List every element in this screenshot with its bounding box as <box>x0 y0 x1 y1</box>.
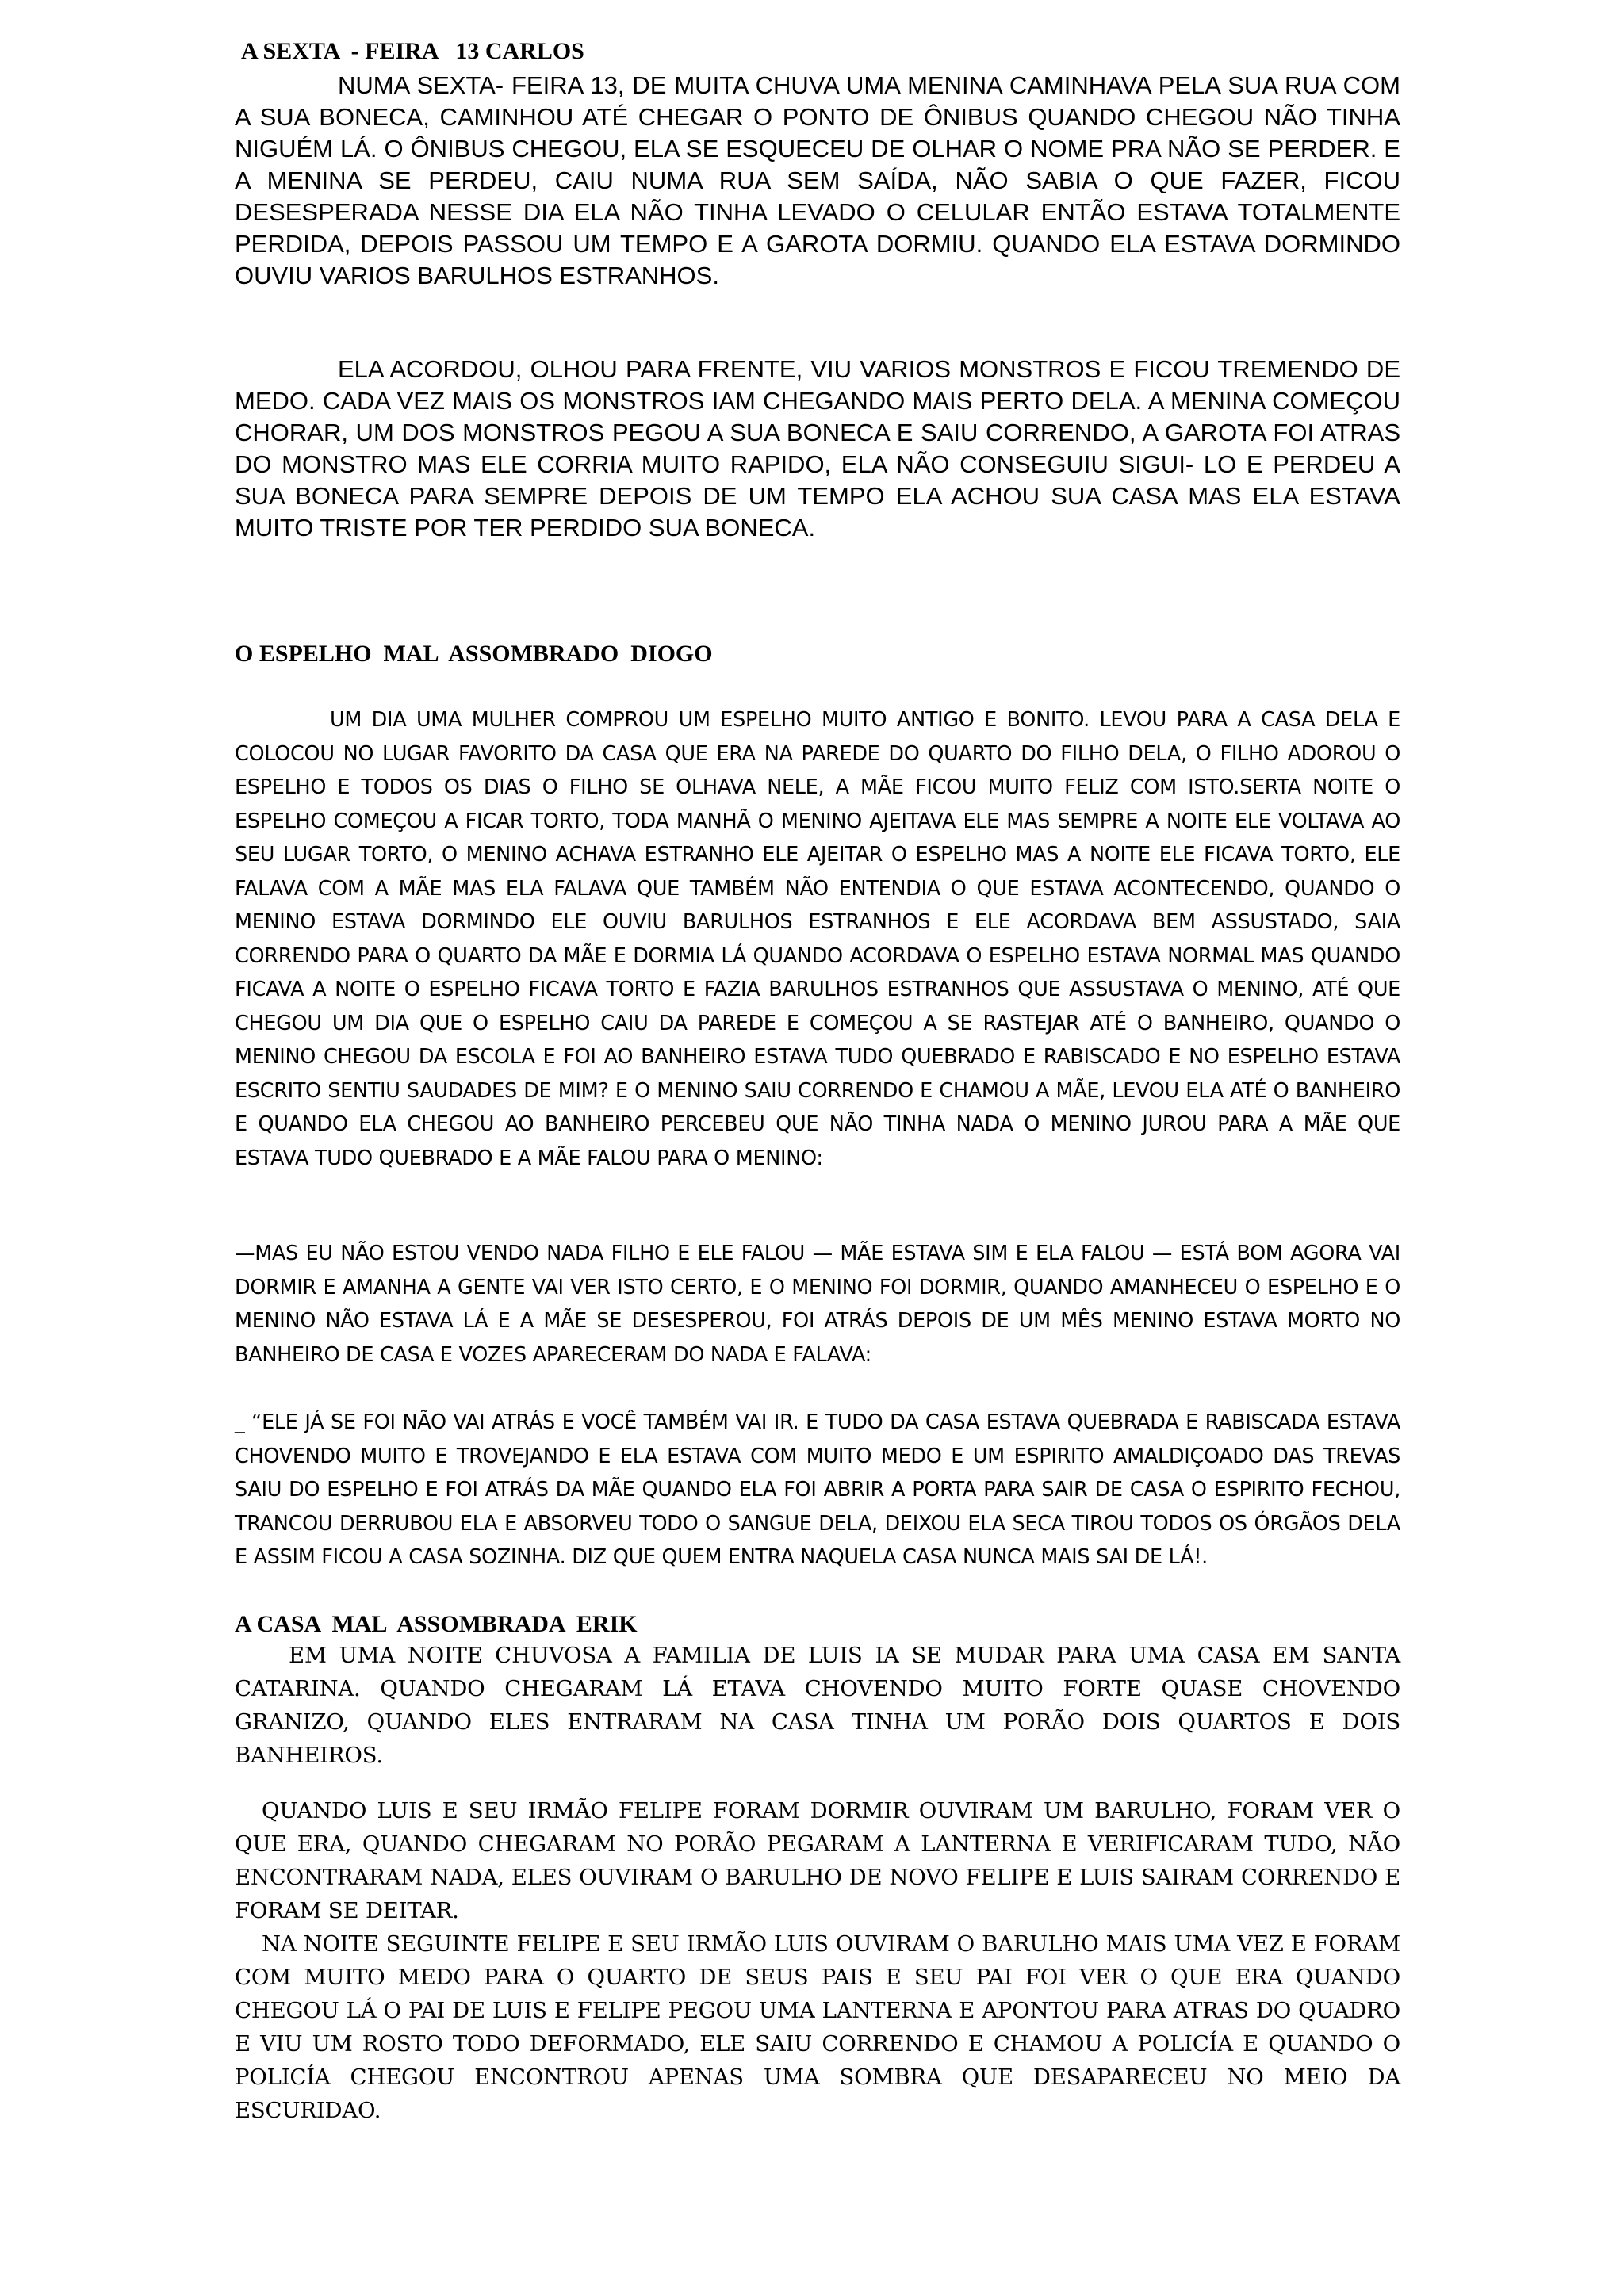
story2-paragraph-1: UM DIA UMA MULHER COMPROU UM ESPELHO MUITO ANTIGO E BONITO. LEVOU PARA A CASA DELA E COLOCOU NO LUGAR FAVORITO DA CASA QUE ERA NA PAREDE DO QUARTO DO FILHO DELA, O FILHO ADOROU O ESPELHO E TODOS OS DIAS O FILHO SE OLHAVA NELE, A MÃE FICOU MUITO FELIZ COM ISTO.SERTA NOITE O ESPELHO COMEÇOU A FICAR TORTO, TODA MANHÃ O MENINO AJEITAVA ELE MAS SEMPRE A NOITE ELE VOLTAVA AO SEU LUGAR TORTO, O MENINO ACHAVA ESTRANHO ELE AJEITAR O ESPELHO MAS A NOITE ELE FICAVA TORTO, ELE FALAVA COM A MÃE MAS ELA FALAVA QUE TAMBÉM NÃO ENTENDIA O QUE ESTAVA ACONTECENDO, QUANDO O MENINO ESTAVA DORMINDO ELE OUVIU BARULHOS ESTRANHOS E ELE ACORDAVA BEM ASSUSTADO, SAIA CORRENDO PARA O QUARTO DA MÃE E DORMIA LÁ QUANDO ACORDAVA O ESPELHO ESTAVA NORMAL MAS QUANDO FICAVA A NOITE O ESPELHO FICAVA TORTO E FAZIA BARULHOS ESTRANHOS QUE ASSUSTAVA O MENINO, ATÉ QUE CHEGOU UM DIA QUE O ESPELHO CAIU DA PAREDE E COMEÇOU A SE RASTEJAR ATÉ O BANHEIRO, QUANDO O MENINO CHEGOU DA ESCOLA E FOI AO BANHEIRO ESTAVA TUDO QUEBRADO E RABISCADO E NO ESPELHO ESTAVA ESCRITO SENTIU SAUDADES DE MIM? E O MENINO SAIU CORRENDO E CHAMOU A MÃE, LEVOU ELA ATÉ O BANHEIRO E QUANDO ELA CHEGOU AO BANHEIRO PERCEBEU QUE NÃO TINHA NADA O MENINO JUROU PARA A MÃE QUE ESTAVA TUDO QUEBRADO E A MÃE FALOU PARA O MENINO: <box>235 708 1400 1170</box>
story3-paragraph-3: NA NOITE SEGUINTE FELIPE E SEU IRMÃO LUIS OUVIRAM O BARULHO MAIS UMA VEZ E FORAM COM MUITO MEDO PARA O QUARTO DE SEUS PAIS E SEU PAI FOI VER O QUE ERA QUANDO CHEGOU LÁ O PAI DE LUIS E FELIPE PEGOU UMA LANTERNA E APONTOU PARA ATRAS DO QUADRO E VIU UM ROSTO TODO DEFORMADO, ELE SAIU CORRENDO E CHAMOU A POLICÍA E QUANDO O POLICÍA CHEGOU ENCONTROU APENAS UMA SOMBRA QUE DESAPARECEU NO MEIO DA ESCURIDAO. <box>235 1931 1400 2123</box>
story1-paragraph-1: NUMA SEXTA- FEIRA 13, DE MUITA CHUVA UMA MENINA CAMINHAVA PELA SUA RUA COM A SUA BONECA, CAMINHOU ATÉ CHEGAR O PONTO DE ÔNIBUS QUANDO CHEGOU NÃO TINHA NIGUÉM LÁ. O ÔNIBUS CHEGOU, ELA SE ESQUECEU DE OLHAR O NOME PRA NÃO SE PERDER. E A MENINA SE PERDEU, CAIU NUMA RUA SEM SAÍDA, NÃO SABIA O QUE FAZER, FICOU DESESPERADA NESSE DIA ELA NÃO TINHA LEVADO O CELULAR ENTÃO ESTAVA TOTALMENTE PERDIDA, DEPOIS PASSOU UM TEMPO E A GAROTA DORMIU. QUANDO ELA ESTAVA DORMINDO OUVIU VARIOS BARULHOS ESTRANHOS. <box>235 71 1400 289</box>
story1-paragraph-2: ELA ACORDOU, OLHOU PARA FRENTE, VIU VARIOS MONSTROS E FICOU TREMENDO DE MEDO. CADA VEZ MAIS OS MONSTROS IAM CHEGANDO MAIS PERTO DELA. A MENINA COMEÇOU CHORAR, UM DOS MONSTROS PEGOU A SUA BONECA E SAIU CORRENDO, A GAROTA FOI ATRAS DO MONSTRO MAS ELE CORRIA MUITO RAPIDO, ELA NÃO CONSEGUIU SIGUI- LO E PERDEU A SUA BONECA PARA SEMPRE DEPOIS DE UM TEMPO ELA ACHOU SUA CASA MAS ELA ESTAVA MUITO TRISTE POR TER PERDIDO SUA BONECA. <box>235 355 1400 541</box>
story2-dialogue-2: _ “ELE JÁ SE FOI NÃO VAI ATRÁS E VOCÊ TAMBÉM VAI IR. E TUDO DA CASA ESTAVA QUEBRADA E RABISCADA ESTAVA CHOVENDO MUITO E TROVEJANDO E ELA ESTAVA COM MUITO MEDO E UM ESPIRITO AMALDIÇOADO DAS TREVAS SAIU DO ESPELHO E FOI ATRÁS DA MÃE QUANDO ELA FOI ABRIR A PORTA PARA SAIR DE CASA O ESPIRITO FECHOU, TRANCOU DERRUBOU ELA E ABSORVEU TODO O SANGUE DELA, DEIXOU ELA SECA TIROU TODOS OS ÓRGÃOS DELA E ASSIM FICOU A CASA SOZINHA. DIZ QUE QUEM ENTRA NAQUELA CASA NUNCA MAIS SAI DE LÁ!. <box>235 1410 1400 1569</box>
story-title-espelho: O ESPELHO MAL ASSOMBRADO DIOGO <box>235 641 713 667</box>
story-title-sexta-feira: A SEXTA - FEIRA 13 CARLOS <box>241 38 584 64</box>
story2-dialogue-1: —MAS EU NÃO ESTOU VENDO NADA FILHO E ELE FALOU — MÃE ESTAVA SIM E ELA FALOU — ESTÁ BOM AGORA VAI DORMIR E AMANHA A GENTE VAI VER ISTO CERTO, E O MENINO FOI DORMIR, QUANDO AMANHECEU O ESPELHO E O MENINO NÃO ESTAVA LÁ E A MÃE SE DESESPEROU, FOI ATRÁS DEPOIS DE UM MÊS MENINO ESTAVA MORTO NO BANHEIRO DE CASA E VOZES APARECERAM DO NADA E FALAVA: <box>235 1242 1400 1367</box>
story-title-casa: A CASA MAL ASSOMBRADA ERIK <box>235 1611 638 1637</box>
story3-paragraph-2: QUANDO LUIS E SEU IRMÃO FELIPE FORAM DORMIR OUVIRAM UM BARULHO, FORAM VER O QUE ERA, QUANDO CHEGARAM NO PORÃO PEGARAM A LANTERNA E VERIFICARAM TUDO, NÃO ENCONTRARAM NADA, ELES OUVIRAM O BARULHO DE NOVO FELIPE E LUIS SAIRAM CORRENDO E FORAM SE DEITAR. <box>235 1798 1400 1923</box>
story3-paragraph-1: EM UMA NOITE CHUVOSA A FAMILIA DE LUIS IA SE MUDAR PARA UMA CASA EM SANTA CATARINA. QUANDO CHEGARAM LÁ ETAVA CHOVENDO MUITO FORTE QUASE CHOVENDO GRANIZO, QUANDO ELES ENTRARAM NA CASA TINHA UM PORÃO DOIS QUARTOS E DOIS BANHEIROS. <box>235 1643 1400 1768</box>
